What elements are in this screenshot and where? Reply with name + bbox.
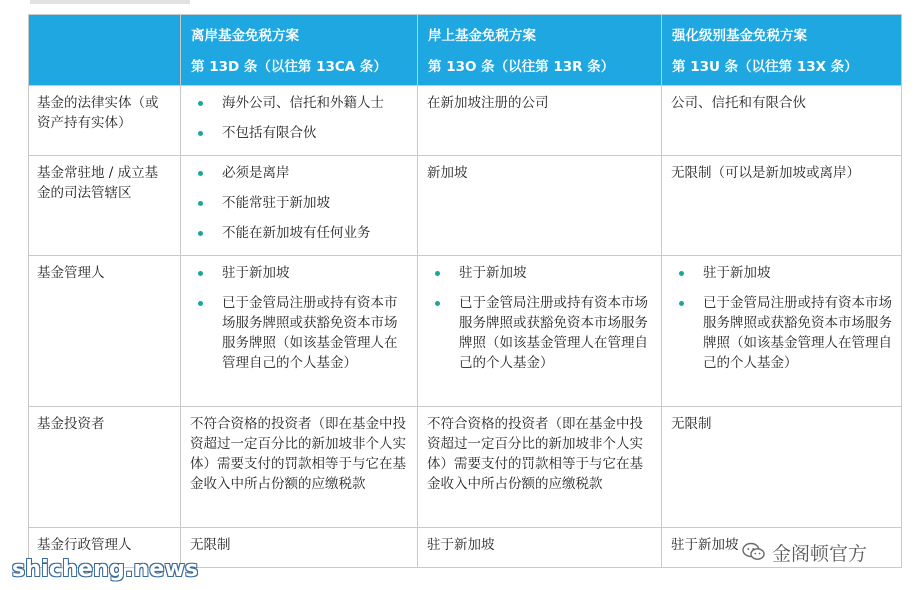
cell-offshore-fund-investors: 不符合资格的投资者（即在基金中投资超过一定百分比的新加坡非个人实体）需要支付的罚款相等于与它在基金收入中所占份额的应缴税款: [181, 407, 418, 528]
cell-enhanced-legal-entity: 公司、信托和有限合伙: [662, 86, 902, 156]
row-label-legal-entity: 基金的法律实体（或资产持有实体）: [29, 86, 181, 156]
list-item: 驻于新加坡: [190, 263, 408, 283]
bullet-icon: [435, 271, 440, 276]
cell-enhanced-fund-residence: 无限制（可以是新加坡或离岸）: [662, 156, 902, 256]
table-row: [29, 86, 902, 156]
cell-enhanced-fund-administrator: 驻于新加坡: [662, 528, 902, 568]
header-offshore-section: 第 13D 条（以往第 13CA 条）: [191, 59, 387, 75]
cell-onshore-fund-residence: 新加坡: [418, 156, 662, 256]
list-item: 必须是离岸: [190, 163, 408, 183]
header-onshore-title: 岸上基金免税方案: [428, 28, 536, 44]
cell-onshore-legal-entity: 在新加坡注册的公司: [418, 86, 662, 156]
list-item: 已于金管局注册或持有资本市场服务牌照或获豁免资本市场服务牌照（如该基金管理人在管理自己的个人基金）: [671, 293, 892, 373]
bullet-icon: [198, 231, 203, 236]
table-row: [29, 156, 902, 256]
list-item: 不能常驻于新加坡: [190, 193, 408, 213]
cell-offshore-fund-administrator: 无限制: [181, 528, 418, 568]
cell-onshore-fund-manager: [418, 256, 662, 407]
list-item: 已于金管局注册或持有资本市场服务牌照或获豁免资本市场服务牌照（如该基金管理人在管理自己的个人基金）: [427, 293, 652, 373]
bullet-icon: [435, 301, 440, 306]
header-enhanced-section: 第 13U 条（以往第 13X 条）: [672, 59, 858, 75]
row-label-fund-manager: 基金管理人: [29, 256, 181, 407]
row-label-fund-administrator: 基金行政管理人: [29, 528, 181, 568]
wechat-icon: [742, 541, 766, 563]
bullet-icon: [198, 101, 203, 106]
cell-enhanced-fund-manager: [662, 256, 902, 407]
watermark-account: [738, 538, 871, 566]
header-enhanced-title: 强化级别基金免税方案: [672, 28, 807, 44]
bullet-icon: [198, 131, 203, 136]
list-item: 已于金管局注册或持有资本市场服务牌照或获豁免资本市场服务牌照（如该基金管理人在管理自己的个人基金）: [190, 293, 408, 373]
cell-onshore-fund-administrator: 驻于新加坡: [418, 528, 662, 568]
cell-offshore-fund-manager: [181, 256, 418, 407]
row-label-fund-investors: 基金投资者: [29, 407, 181, 528]
cell-offshore-legal-entity: [181, 86, 418, 156]
table-row: [29, 256, 902, 407]
watermark-site: shicheng.news: [12, 557, 199, 582]
header-onshore-section: 第 13O 条（以往第 13R 条）: [428, 59, 615, 75]
cell-offshore-fund-residence: [181, 156, 418, 256]
bullet-icon: [198, 171, 203, 176]
cell-enhanced-fund-investors: 无限制: [662, 407, 902, 528]
table-header-row: [29, 15, 902, 86]
list-item: 驻于新加坡: [671, 263, 892, 283]
header-onshore-fund: [418, 15, 662, 86]
list-item: 不能在新加坡有任何业务: [190, 223, 408, 243]
header-enhanced-fund: [662, 15, 902, 86]
bullet-icon: [679, 271, 684, 276]
bullet-icon: [198, 271, 203, 276]
list-item: 海外公司、信托和外籍人士: [190, 93, 408, 113]
bullet-icon: [198, 301, 203, 306]
cell-onshore-fund-investors: 不符合资格的投资者（即在基金中投资超过一定百分比的新加坡非个人实体）需要支付的罚款相等于与它在基金收入中所占份额的应缴税款: [418, 407, 662, 528]
header-offshore-fund: [181, 15, 418, 86]
header-empty-cell: [29, 15, 181, 86]
top-decoration-line: [30, 0, 190, 4]
header-offshore-title: 离岸基金免税方案: [191, 28, 299, 44]
row-label-fund-residence: 基金常驻地 / 成立基金的司法管辖区: [29, 156, 181, 256]
watermark-account-name: 金阁顿官方: [772, 542, 868, 565]
bullet-icon: [679, 301, 684, 306]
bullet-icon: [198, 201, 203, 206]
table-row: [29, 407, 902, 528]
list-item: 驻于新加坡: [427, 263, 652, 283]
fund-comparison-table: [28, 14, 902, 568]
list-item: 不包括有限合伙: [190, 123, 408, 143]
